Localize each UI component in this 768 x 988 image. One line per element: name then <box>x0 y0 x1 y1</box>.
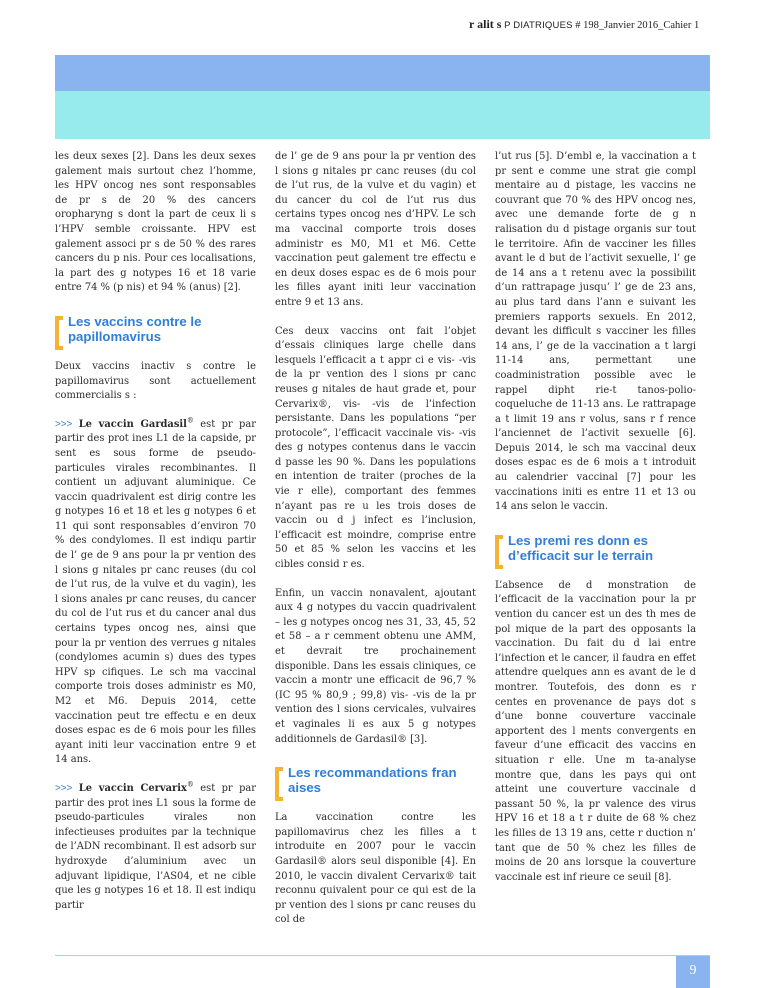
header-band-blue <box>55 55 710 91</box>
section-heading-vaccins <box>55 314 256 344</box>
column-1 <box>55 150 256 927</box>
cervarix-text: est pr par partir des prot ines L1 sous la forme de pseudo-particules virales non infectieuses produites par la technique de l’ADN recombinant. Il est adsorb sur hydroxyde d’aluminium avec un adjuvant lipidique, l’AS04, et ne cible que les g notypes 16 et 18. Il est indiqu partir <box>55 782 256 911</box>
registered-mark: ® <box>186 780 194 789</box>
gardasil-paragraph <box>55 418 256 768</box>
paragraph: Deux vaccins inactiv s contre le papillomavirus sont actuellement commercialis s : <box>55 360 256 402</box>
journal-brand: r alit s <box>469 17 502 31</box>
column-2 <box>275 150 476 942</box>
gardasil-text: est pr par partir des prot ines L1 de la capside, pr sent es sous forme de pseudo-particules virales recombinantes. Il contient un adjuvant aluminique. Ce vaccin quadrivalent est dirig contre les g notypes 16 et 18 et les g notypes 6 et 11 qui sont responsables d’environ 70 % des condylomes. Il est indiqu partir de l’ ge de 9 ans pour la pr vention des l sions g nitales pr canc reuses (du col de l’ut rus, de la vulve et du vagin), les l sions anales pr canc reuses, du cancer du col de l’ut rus et du cancer anal dus certains types oncog nes, ainsi que pour la pr vention des verrues g nitales (condylomes acumin s) dues des types HPV sp cifiques. Le sch ma vaccinal comporte trois doses administr es M0, M2 et M6. Depuis 2014, cette vaccination peut tre effectu e en deux doses espac es de 6 mois pour les filles ayant initi leur vaccination entre 9 et 14 ans. <box>55 418 256 766</box>
cervarix-title: Le vaccin Cervarix <box>78 782 187 794</box>
footer-divider <box>55 955 710 956</box>
gardasil-title: Le vaccin Gardasil <box>78 418 187 430</box>
bracket-icon <box>495 535 503 569</box>
section-heading-recommandations <box>275 765 476 795</box>
bracket-icon <box>275 767 283 801</box>
paragraph: les deux sexes [2]. Dans les deux sexes galement mais surtout chez l’homme, les HPV oncog nes sont responsables de pr s de 20 % des cancers oropharyng s dont la part de ceux li s l’HPV semble croissante. HPV est galement associ pr s de 50 % des rares cancers du p nis. Pour ces localisations, la part des g notypes 16 et 18 varie entre 74 % (p nis) et 94 % (anus) [2]. <box>55 151 256 294</box>
paragraph: de l’ ge de 9 ans pour la pr vention des l sions g nitales pr canc reuses (du col de l’ut rus, de la vulve et du vagin) et du cancer du col de l’ut rus dus certains types oncog nes d’HPV. Le sch ma vaccinal comporte trois doses administr es M0, M1 et M6. Cette vaccination peut galement tre effectu e en deux doses espac es de 6 mois pour les filles ayant initi leur vaccination entre 9 et 13 ans. <box>275 151 476 308</box>
journal-name: P DIATRIQUES <box>504 20 573 31</box>
issue-info: # 198_Janvier 2016_Cahier 1 <box>575 20 700 31</box>
page-number: 9 <box>676 956 710 988</box>
column-3 <box>495 150 696 899</box>
heading-text: Les vaccins contre le papillomavirus <box>68 313 202 344</box>
heading-text: Les recommandations fran aises <box>288 765 457 796</box>
triple-chevron-icon: >>> <box>55 782 73 794</box>
paragraph: Ces deux vaccins ont fait l’objet d’essais cliniques large chelle dans lesquels l’efficacit a t appr ci e vis- -vis de la pr vention des l sions pr canc reuses g nitales de haut grade et, pour Cervarix®, vis- -vis de l’infection persistante. Dans les populations “per protocole”, l’efficacit vaccinale vis- -vis des g notypes contenus dans le vaccin d passe les 90 %. Dans les populations en intention de traiter (proches de la vie r elle), comportant des femmes n’ayant pas re u les trois doses de vaccin ou d j infect es l’inclusion, l’efficacit est moindre, comprise entre 50 et 85 % selon les vaccins et les cibles consid r es. <box>275 325 476 571</box>
triple-chevron-icon: >>> <box>55 418 73 430</box>
paragraph: L’absence de d monstration de l’efficacit de la vaccination pour la pr vention du cancer est un des th mes de pol mique de la part des opposants la vaccination. Du fait du d lai entre l’infection et le cancer, il faudra en effet attendre quelques ann es avant de le d montrer. Toutefois, des donn es r centes en provenance de pays dot s d’une bonne couverture vaccinale apportent des l ments convergents en faveur d’une efficacit des vaccins en situation r elle. Une m ta-analyse montre que, dans les pays qui ont atteint une couverture vaccinale d passant 50 %, la pr valence des virus HPV 16 et 18 a t r duite de 68 % chez les filles de 13 19 ans, cette r duction n’ tant que de 50 % chez les filles de moins de 20 ans lorsque la couverture vaccinale est inf rieure ce seuil [8]. <box>495 579 697 883</box>
paragraph: La vaccination contre les papillomavirus chez les filles a t introduite en 2007 pour le vaccin Gardasil® alors seul disponible [4]. En 2010, le vaccin divalent Cervarix® tait reconnu quivalent pour ce qui est de la pr vention des l sions pr canc reuses du col de <box>275 812 476 926</box>
paragraph: l’ut rus [5]. D’embl e, la vaccination a t pr sent e comme une strat gie compl mentaire au d pistage, les vaccins ne couvrant que 70 % des HPV oncog nes, avec une demande forte de g n ralisation du d pistage organis sur tout le territoire. Afin de vacciner les filles avant le d but de l’activit sexuelle, l’ ge de 14 ans a t retenu avec la possibilit d’un rattrapage jusqu’ l’ ge de 23 ans, au plus tard dans l’ann e suivant les premiers rapports sexuels. En 2012, devant les difficult s vacciner les filles 14 ans, l’ ge de la vaccination a t largi 11-14 ans, permettant une coadministration possible avec le rappel dipht rie-t tanos-polio-coqueluche de 11-13 ans. Le rattrapage a t limit 19 ans r volus, sans r f rence l’anciennet de l’activit sexuelle [6]. Depuis 2014, le sch ma vaccinal deux doses espac es de 6 mois a t introduit au calendrier vaccinal [7] pour les vaccinations initi es entre 11 et 13 ou 14 ans selon le vaccin. <box>495 151 696 513</box>
running-header <box>469 17 699 32</box>
header-band-cyan <box>55 91 710 139</box>
heading-text: Les premi res donn es d’efficacit sur le terrain <box>508 532 654 563</box>
cervarix-paragraph <box>55 782 256 913</box>
section-heading-efficacite <box>495 533 696 563</box>
paragraph: Enfin, un vaccin nonavalent, ajoutant aux 4 g notypes du vaccin quadrivalent – les g notypes oncog nes 31, 33, 45, 52 et 58 – a r cemment obtenu une AMM, et devrait tre prochainement disponible. Dans les essais cliniques, ce vaccin a montr une efficacit de 96,7 % (IC 95 % 80,9 ; 99,8) vis- -vis de la pr vention des l sions cervicales, vulvaires et vaginales li es aux 5 g notypes additionnels de Gardasil® [3]. <box>275 587 476 745</box>
bracket-icon <box>55 316 63 350</box>
registered-mark: ® <box>186 416 194 425</box>
